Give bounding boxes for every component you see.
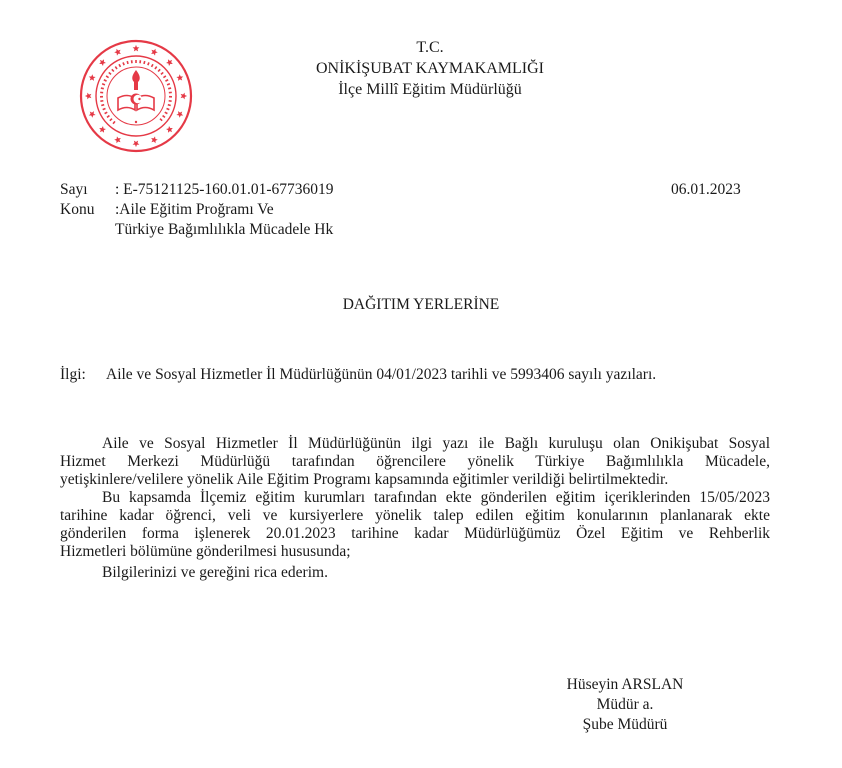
paragraph-line: tarihine kadar öğrenci, veli ve kursiyerlere yönelik talep edilen eğitim konularının planlanarak ekte <box>60 507 770 524</box>
paragraph-1 <box>60 434 770 488</box>
seal-star-icon <box>99 126 106 133</box>
seal-ring-letter <box>102 108 105 111</box>
seal-star-icon <box>114 49 121 56</box>
seal-ring-letter <box>158 69 161 72</box>
seal-ring-letter <box>163 75 166 78</box>
paragraph-line: Bu kapsamda İlçemiz eğitim kurumları tarafından ekte gönderilen eğitim içeriklerinden 15/05/2023 <box>102 489 770 506</box>
seal-star-icon <box>114 136 121 143</box>
signatory-title-2: Şube Müdürü <box>582 716 668 733</box>
seal-ring-letter <box>106 75 109 78</box>
seal-ring-letter <box>168 87 171 89</box>
seal-ring-letter <box>165 79 168 82</box>
sayi-value: : E-75121125-160.01.01-67736019 <box>115 181 334 198</box>
seal-ring-letter <box>104 111 107 114</box>
konu-row <box>60 200 780 220</box>
konu-value-line2: Türkiye Bağımlılıkla Mücadele Hk <box>115 221 334 238</box>
seal-ring-letter <box>122 62 125 65</box>
letter-body <box>60 434 770 581</box>
paragraph-line: Hizmet Merkezi Müdürlüğü tarafından öğrencilere yönelik Türkiye Bağımlılıkla Mücadele, <box>60 453 770 470</box>
document-date: 06.01.2023 <box>671 181 741 198</box>
konu-row-2 <box>60 220 780 240</box>
seal-star-icon <box>151 49 158 56</box>
seal-ring-letter <box>109 118 112 121</box>
seal-ring-letter <box>168 104 171 106</box>
paragraph-2 <box>60 488 770 560</box>
seal-star-icon <box>176 74 183 81</box>
paragraph-line: gönderilen forma işlenerek 20.01.2023 tarihine kadar Müdürlüğümüz Özel Eğitim ve Rehberlik <box>60 525 770 542</box>
seal-star-icon <box>89 111 96 118</box>
seal-ring-letter <box>169 96 172 98</box>
seal-ring-letter <box>139 60 141 63</box>
seal-ring-letter <box>166 108 169 111</box>
seal-ring-letter <box>147 62 150 65</box>
ministry-seal-logo <box>78 38 194 154</box>
signatory-name: Hüseyin ARSLAN <box>566 676 684 693</box>
header-tc: T.C. <box>416 39 444 56</box>
paragraph-line: Aile ve Sosyal Hizmetler İl Müdürlüğünün ilgi yazı ile Bağlı kuruluşu olan Onikişubat Sosyal <box>102 435 770 452</box>
paragraph-line: Hizmetleri bölümüne gönderilmesi hususunda; <box>60 543 351 560</box>
seal-star-icon <box>85 93 92 100</box>
header-directorate: İlçe Millî Eğitim Müdürlüğü <box>338 81 522 98</box>
seal-ring-letter <box>115 66 118 69</box>
seal-ring-letter <box>100 92 103 94</box>
seal-ring-letter <box>143 61 145 64</box>
seal-ring-letter <box>131 60 133 63</box>
seal-ring-letter <box>169 100 172 102</box>
seal-star-icon <box>133 141 140 148</box>
seal-ring-letter <box>169 92 172 94</box>
paragraph-3 <box>60 563 770 581</box>
seal-ring-letter <box>162 115 165 118</box>
seal-ring-letter <box>167 83 170 86</box>
header-governorship: ONİKİŞUBAT KAYMAKAMLIĞI <box>315 60 544 77</box>
seal-ring-letter <box>107 115 110 118</box>
seal-ring-letter <box>104 79 107 82</box>
paragraph-line: yetişkinlere/velilere yönelik Aile Eğitim Programı kapsamında eğitimler verildiği belirtilmektedir. <box>60 471 669 488</box>
seal-star-icon <box>99 59 106 66</box>
sayi-row <box>60 180 780 200</box>
konu-label: Konu <box>60 201 95 218</box>
seal-ring-letter <box>160 72 163 75</box>
seal-ring-letter <box>101 104 104 106</box>
seal-ring-letter <box>100 100 103 102</box>
seal-star-icon <box>181 93 188 100</box>
seal-ring-letter <box>101 87 104 89</box>
letterhead <box>260 38 600 101</box>
seal-icon <box>78 38 194 154</box>
seal-ring-letter <box>100 96 103 98</box>
seal-ring-letter <box>108 72 111 75</box>
konu-value-line1: :Aile Eğitim Proğramı Ve <box>115 201 274 218</box>
seal-ring-letter <box>102 83 105 86</box>
seal-star-icon <box>176 111 183 118</box>
seal-ring-letter <box>112 121 115 124</box>
seal-ring-letter <box>135 60 137 63</box>
distribution-heading: DAĞITIM YERLERİNE <box>342 296 500 313</box>
signatory-title-1: Müdür a. <box>596 696 654 713</box>
seal-ring-letter <box>111 69 114 72</box>
seal-star-icon <box>166 126 173 133</box>
reference-text: Aile ve Sosyal Hizmetler İl Müdürlüğünün 04/01/2023 tarihli ve 5993406 sayılı yazıları. <box>106 366 657 383</box>
seal-ring-letter <box>126 61 128 64</box>
seal-star-icon <box>166 59 173 66</box>
seal-ring-letter <box>154 66 157 69</box>
reference-line <box>60 365 780 384</box>
seal-ring-letter <box>151 64 154 67</box>
document-meta <box>60 180 780 240</box>
seal-ring-letter <box>118 64 121 67</box>
seal-star-icon <box>133 45 140 52</box>
sayi-label: Sayı <box>60 181 88 198</box>
seal-star-icon <box>151 136 158 143</box>
signature-block <box>540 675 710 735</box>
seal-star-icon <box>89 74 96 81</box>
closing-line: Bilgilerinizi ve gereğini rica ederim. <box>102 564 328 581</box>
reference-label: İlgi: <box>60 366 86 383</box>
seal-ring-letter <box>159 118 162 121</box>
seal-ring-letter <box>164 111 167 114</box>
